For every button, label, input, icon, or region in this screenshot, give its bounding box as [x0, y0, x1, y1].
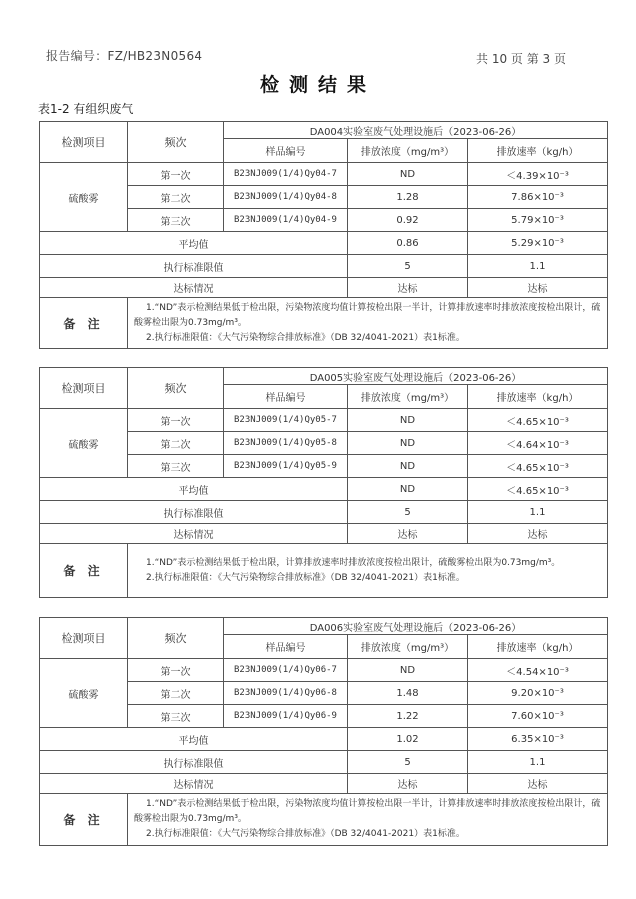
- facility-header: DA006实验室废气处理设施后（2023-06-26）: [224, 618, 608, 635]
- concentration-cell: ND: [348, 163, 468, 186]
- header-concentration: 排放浓度（mg/m³）: [348, 139, 468, 163]
- status-concentration: 达标: [348, 524, 468, 544]
- header-frequency: 频次: [128, 122, 224, 163]
- frequency-cell: 第三次: [128, 455, 224, 478]
- rate-cell: ＜4.39×10⁻³: [468, 163, 608, 186]
- sample-id-cell: B23NJ009(1/4)Qy04-7: [224, 163, 348, 186]
- item-name: 硫酸雾: [40, 409, 128, 478]
- sample-id-cell: B23NJ009(1/4)Qy06-9: [224, 705, 348, 728]
- concentration-cell: 1.22: [348, 705, 468, 728]
- remark-line: 1.“ND”表示检测结果低于检出限，污染物浓度均值计算按检出限一半计，计算排放速率时排放浓度按检出限计，硫酸雾检出限为0.73mg/m³。: [134, 302, 601, 328]
- table-caption: 表1-2 有组织废气: [38, 102, 134, 116]
- header-rate: 排放速率（kg/h）: [468, 385, 608, 409]
- rate-cell: 7.86×10⁻³: [468, 186, 608, 209]
- header-concentration: 排放浓度（mg/m³）: [348, 635, 468, 659]
- limit-label: 执行标准限值: [40, 255, 348, 278]
- frequency-cell: 第三次: [128, 209, 224, 232]
- sample-id-cell: B23NJ009(1/4)Qy05-7: [224, 409, 348, 432]
- header-sample-id: 样品编号: [224, 139, 348, 163]
- average-rate: ＜4.65×10⁻³: [468, 478, 608, 501]
- page-indicator: 共 10 页 第 3 页: [476, 52, 566, 66]
- report-number: 报告编号：FZ/HB23N0564: [46, 49, 203, 63]
- frequency-cell: 第二次: [128, 682, 224, 705]
- concentration-cell: ND: [348, 455, 468, 478]
- status-label: 达标情况: [40, 278, 348, 298]
- concentration-cell: ND: [348, 432, 468, 455]
- page-title: 检测结果: [259, 74, 376, 96]
- concentration-cell: 0.92: [348, 209, 468, 232]
- header-item: 检测项目: [40, 618, 128, 659]
- average-concentration: 0.86: [348, 232, 468, 255]
- average-rate: 5.29×10⁻³: [468, 232, 608, 255]
- limit-concentration: 5: [348, 255, 468, 278]
- average-concentration: ND: [348, 478, 468, 501]
- sample-id-cell: B23NJ009(1/4)Qy06-8: [224, 682, 348, 705]
- frequency-cell: 第二次: [128, 186, 224, 209]
- header-concentration: 排放浓度（mg/m³）: [348, 385, 468, 409]
- sample-id-cell: B23NJ009(1/4)Qy04-8: [224, 186, 348, 209]
- rate-cell: ＜4.64×10⁻³: [468, 432, 608, 455]
- header-rate: 排放速率（kg/h）: [468, 635, 608, 659]
- frequency-cell: 第一次: [128, 659, 224, 682]
- remarks-text: [128, 794, 608, 846]
- facility-header: DA004实验室废气处理设施后（2023-06-26）: [224, 122, 608, 139]
- limit-concentration: 5: [348, 501, 468, 524]
- header-item: 检测项目: [40, 122, 128, 163]
- limit-label: 执行标准限值: [40, 501, 348, 524]
- header-sample-id: 样品编号: [224, 385, 348, 409]
- limit-label: 执行标准限值: [40, 751, 348, 774]
- frequency-cell: 第一次: [128, 409, 224, 432]
- rate-cell: ＜4.65×10⁻³: [468, 455, 608, 478]
- average-concentration: 1.02: [348, 728, 468, 751]
- remark-line: 1.“ND”表示检测结果低于检出限，计算排放速率时排放浓度按检出限计，硫酸雾检出限为0.73mg/m³。: [146, 557, 561, 568]
- header-frequency: 频次: [128, 618, 224, 659]
- limit-rate: 1.1: [468, 751, 608, 774]
- remark-line: 1.“ND”表示检测结果低于检出限，污染物浓度均值计算按检出限一半计，计算排放速率时排放浓度按检出限计，硫酸雾检出限为0.73mg/m³。: [134, 799, 601, 824]
- header-sample-id: 样品编号: [224, 635, 348, 659]
- remarks-text: [128, 298, 608, 349]
- remark-line: 2.执行标准限值：《大气污染物综合排放标准》（DB 32/4041-2021）表1标准。: [146, 332, 465, 343]
- header-frequency: 频次: [128, 368, 224, 409]
- rate-cell: 9.20×10⁻³: [468, 682, 608, 705]
- concentration-cell: 1.48: [348, 682, 468, 705]
- remark-line: 2.执行标准限值：《大气污染物综合排放标准》（DB 32/4041-2021）表1标准。: [146, 829, 465, 839]
- header-item: 检测项目: [40, 368, 128, 409]
- sample-id-cell: B23NJ009(1/4)Qy05-8: [224, 432, 348, 455]
- remarks-text: [128, 544, 608, 598]
- rate-cell: 5.79×10⁻³: [468, 209, 608, 232]
- facility-header: DA005实验室废气处理设施后（2023-06-26）: [224, 368, 608, 385]
- rate-cell: ＜4.54×10⁻³: [468, 659, 608, 682]
- rate-cell: ＜4.65×10⁻³: [468, 409, 608, 432]
- sample-id-cell: B23NJ009(1/4)Qy06-7: [224, 659, 348, 682]
- remarks-label: 备 注: [40, 298, 128, 349]
- status-rate: 达标: [468, 524, 608, 544]
- average-label: 平均值: [40, 232, 348, 255]
- average-rate: 6.35×10⁻³: [468, 728, 608, 751]
- average-label: 平均值: [40, 728, 348, 751]
- rate-cell: 7.60×10⁻³: [468, 705, 608, 728]
- frequency-cell: 第一次: [128, 163, 224, 186]
- result-table-da005: [39, 367, 608, 598]
- remark-line: 2.执行标准限值：《大气污染物综合排放标准》（DB 32/4041-2021）表1标准。: [146, 572, 465, 583]
- result-table-da006: [39, 617, 608, 846]
- status-rate: 达标: [468, 278, 608, 298]
- frequency-cell: 第二次: [128, 432, 224, 455]
- average-label: 平均值: [40, 478, 348, 501]
- remarks-label: 备 注: [40, 794, 128, 846]
- status-concentration: 达标: [348, 774, 468, 794]
- status-rate: 达标: [468, 774, 608, 794]
- sample-id-cell: B23NJ009(1/4)Qy04-9: [224, 209, 348, 232]
- item-name: 硫酸雾: [40, 659, 128, 728]
- status-label: 达标情况: [40, 524, 348, 544]
- remarks-label: 备 注: [40, 544, 128, 598]
- limit-concentration: 5: [348, 751, 468, 774]
- result-table-da004: [39, 121, 608, 349]
- status-concentration: 达标: [348, 278, 468, 298]
- concentration-cell: ND: [348, 659, 468, 682]
- concentration-cell: 1.28: [348, 186, 468, 209]
- item-name: 硫酸雾: [40, 163, 128, 232]
- status-label: 达标情况: [40, 774, 348, 794]
- limit-rate: 1.1: [468, 501, 608, 524]
- sample-id-cell: B23NJ009(1/4)Qy05-9: [224, 455, 348, 478]
- header-rate: 排放速率（kg/h）: [468, 139, 608, 163]
- frequency-cell: 第三次: [128, 705, 224, 728]
- limit-rate: 1.1: [468, 255, 608, 278]
- concentration-cell: ND: [348, 409, 468, 432]
